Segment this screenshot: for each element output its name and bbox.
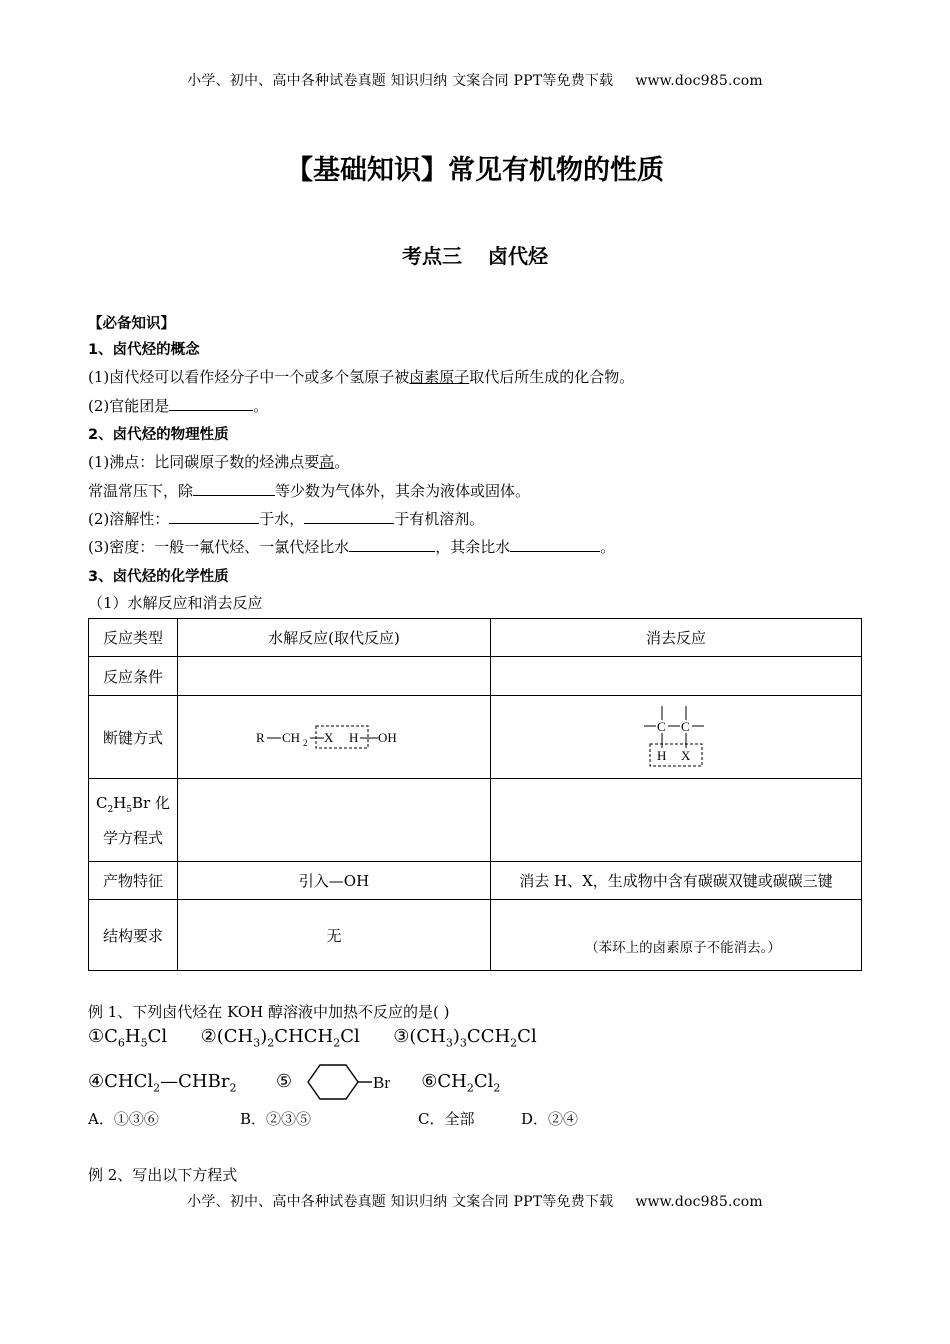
s2-l1-pre: (1)沸点：比同碳原子数的烃沸点要 [88,453,320,471]
chem-sub: 3 [459,1036,467,1050]
cyclohexyl-ring-icon [298,1062,396,1102]
hydrolysis-bond-diagram [178,696,491,779]
chem-text: H [124,1026,141,1047]
s2-l3-mid: 于水， [259,510,305,528]
chem-sub: 6 [117,1036,125,1050]
item-4 [88,1071,237,1095]
table-cell-empty[interactable] [178,657,491,696]
item-2 [200,1026,360,1050]
s2-l3-pre: (2)溶解性： [88,510,170,528]
elim-h: H [657,748,667,763]
chem-text: ③(CH [393,1026,446,1047]
item-5 [276,1071,402,1092]
chem-sub: 2 [466,1081,474,1095]
chem-text: CHCH [274,1026,334,1047]
table-cell: 反应条件 [89,657,178,696]
cell-text: Br 化 [132,793,170,812]
option-d[interactable]: D．②④ [521,1110,579,1128]
hydro-x: X [324,730,334,745]
table-cell-c2h5br [89,779,178,862]
table-header-cell: 消去反应 [491,619,862,657]
hydro-sub: 2 [303,738,308,748]
table-row [89,900,862,971]
table-row [89,657,862,696]
hydro-ch: CH [282,730,301,745]
s2-l2-pre: 常温常压下，除 [88,482,194,500]
chem-text: Cl [340,1026,360,1047]
example2-stem: 例 2、写出以下方程式 [88,1166,238,1184]
table-cell-empty[interactable] [491,657,862,696]
elimination-structure-svg [636,704,716,770]
table-row [89,862,862,900]
fill-blank[interactable] [169,509,259,524]
item-6 [421,1071,501,1095]
chem-text: ) [452,1026,460,1047]
chem-text: Cl [473,1071,494,1092]
table-row [89,619,862,657]
s2-l1-underlined: 高 [319,453,335,471]
chem-text: Cl [517,1026,537,1047]
s2-l4-mid: ，其余比水 [435,538,511,556]
option-b[interactable]: B．②③⑤ [240,1110,312,1128]
table-cell: 断键方式 [89,696,178,779]
footer-text: 小学、初中、高中各种试卷真题 知识归纳 文案合同 PPT等免费下载 [187,1194,614,1210]
s1-heading: 1、卤代烃的概念 [88,342,200,358]
table-cell: 产物特征 [89,862,178,900]
s2-heading: 2、卤代烃的物理性质 [88,427,229,443]
chem-text: Cl [147,1026,168,1047]
chem-sub: 3 [253,1036,261,1050]
footer-site[interactable]: www.doc985.com [635,1194,763,1210]
header-text: 小学、初中、高中各种试卷真题 知识归纳 文案合同 PPT等免费下载 [187,73,614,89]
fill-blank[interactable] [169,396,253,411]
reaction-table [88,618,862,971]
elim-x: X [681,748,691,763]
table-row [89,696,862,779]
header-site[interactable]: www.doc985.com [635,73,763,89]
s2-line4 [88,536,615,557]
chem-sub: 2 [229,1081,237,1095]
chem-text: ①C [88,1026,118,1047]
chem-sub: 2 [510,1036,518,1050]
page-header [0,70,950,90]
page-title: 【基础知识】常见有机物的性质 [286,155,664,186]
table-cell-note [491,900,862,971]
table-cell: 消去 H、X，生成物中含有碳碳双键或碳碳三键 [491,862,862,900]
hydro-oh: OH [378,730,397,745]
s1-line1 [88,366,634,387]
example1-stem: 例 1、下列卤代烃在 KOH 醇溶液中加热不反应的是( ) [88,1003,450,1021]
s2-line1 [88,451,349,472]
chem-text: —CHBr [160,1071,230,1092]
fill-blank[interactable] [193,481,275,496]
table-cell-empty[interactable] [178,779,491,862]
s2-l2-post: 等少数为气体外，其余为液体或固体。 [275,482,531,500]
s1-l2-pre: (2)官能团是 [88,397,170,415]
item-3 [393,1026,537,1050]
s3-heading: 3、卤代烃的化学性质 [88,569,229,585]
ring-br: Br [372,1073,390,1092]
example1-items-row1 [88,1026,537,1050]
chem-sub: 2 [333,1036,341,1050]
hydro-h: H [349,730,359,745]
example1-items-row2 [88,1062,500,1102]
cell-sub: 2 [107,804,114,815]
page-subtitle [0,240,950,269]
chem-sub: 3 [445,1036,453,1050]
chem-text: ②(CH [200,1026,254,1047]
fill-blank[interactable] [349,537,435,552]
chem-sub: 2 [267,1036,275,1050]
cell-sub: 5 [126,804,133,815]
s2-l1-post: 。 [334,453,350,471]
cell-text: H [113,793,127,812]
hydrolysis-structure-svg [254,722,414,752]
cell-text: 学方程式 [102,828,163,847]
page-footer [0,1191,950,1211]
fill-blank[interactable] [304,509,394,524]
chem-text: ) [260,1026,268,1047]
chem-text: ⑤ [275,1071,293,1092]
elimination-bond-diagram [491,696,862,779]
table-row [89,779,862,862]
table-cell: 结构要求 [89,900,178,971]
option-a[interactable]: A．①③⑥ [88,1110,159,1128]
subtitle-part2: 卤代烃 [488,244,548,268]
table-cell: 引入—OH [178,862,491,900]
chem-sub: 2 [153,1081,161,1095]
s1-line2 [88,395,268,416]
s1-l2-post: 。 [253,397,269,415]
subtitle-part1: 考点三 [402,244,462,268]
note-text: （苯环上的卤素原子不能消去。） [585,940,781,956]
chem-sub: 5 [140,1036,148,1050]
s2-l3-post: 于有机溶剂。 [394,510,485,528]
s3-sub: （1）水解反应和消去反应 [88,594,263,612]
chem-text: ⑥CH [421,1071,467,1092]
cell-text: C [95,793,108,812]
hydro-r: R [256,730,265,745]
table-header-cell: 水解反应(取代反应) [178,619,491,657]
chem-text: ④CHCl [88,1071,154,1092]
chem-sub: 2 [493,1081,501,1095]
s1-l1-post: 取代后所生成的化合物。 [469,368,635,386]
s2-line2 [88,480,530,501]
elim-c1: C [657,719,666,734]
s2-l4-post: 。 [600,538,616,556]
table-cell-empty[interactable] [491,779,862,862]
elim-c2: C [681,719,690,734]
s2-line3 [88,508,484,529]
s1-l1-underlined: 卤素原子 [409,368,470,386]
option-c[interactable]: C．全部 [418,1110,475,1128]
s1-l1-pre: (1)卤代烃可以看作烃分子中一个或多个氢原子被 [88,368,410,386]
table-cell: 无 [178,900,491,971]
s2-l4-pre: (3)密度：一般一氟代烃、一氯代烃比水 [88,538,350,556]
item-1 [88,1026,168,1050]
fill-blank[interactable] [510,537,600,552]
table-header-cell: 反应类型 [89,619,178,657]
section-label: 【必备知识】 [88,316,175,332]
chem-text: CCH [466,1026,511,1047]
